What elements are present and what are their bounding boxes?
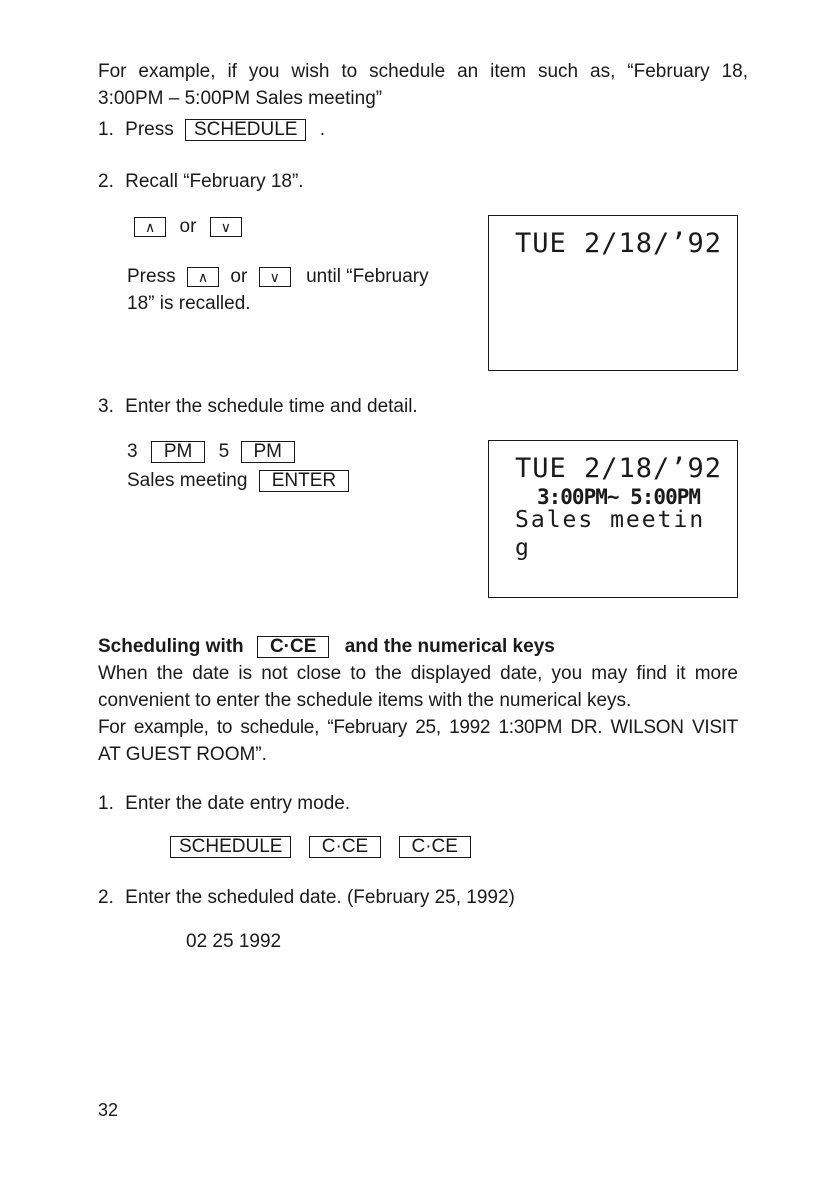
intro-line-1: For example, if you wish to schedule an item such as, “February 18,	[98, 61, 748, 82]
step-text: Enter the scheduled date. (February 25, 1992)	[125, 887, 515, 908]
step-3	[98, 393, 418, 420]
heading-pre: Scheduling with	[98, 636, 244, 657]
page-number: 32	[98, 1100, 119, 1120]
or-word: or	[230, 266, 248, 287]
intro-line-2: 3:00PM – 5:00PM Sales meeting”	[98, 88, 383, 109]
cce-key: C·CE	[399, 836, 471, 858]
step-3-detail	[127, 467, 351, 494]
heading-post: and the numerical keys	[344, 636, 555, 657]
sales-meeting-text: Sales meeting	[127, 470, 248, 491]
date-step-2	[98, 884, 515, 911]
section-heading	[98, 633, 555, 660]
lcd-line-3: Sales meetin	[515, 507, 706, 533]
up-arrow-key: ∧	[134, 217, 166, 237]
schedule-key: SCHEDULE	[185, 119, 306, 141]
schedule-key: SCHEDULE	[170, 836, 291, 858]
step-number: 2.	[98, 171, 114, 192]
section-line-2: convenient to enter the schedule items with the numerical keys.	[98, 690, 632, 711]
date-entry-digits: 02 25 1992	[186, 931, 282, 952]
step-2-keys	[132, 213, 244, 240]
or-word: or	[179, 216, 197, 237]
lcd-line-1: TUE 2/18/’92	[515, 453, 723, 484]
step-number: 2.	[98, 887, 114, 908]
step-number: 1.	[98, 793, 114, 814]
step-number: 1.	[98, 119, 114, 140]
step-text: Press	[125, 119, 174, 140]
step-3-keys	[127, 438, 297, 465]
date-step-1-keys	[168, 833, 473, 860]
press-word: Press	[127, 266, 176, 287]
section-line-4: AT GUEST ROOM”.	[98, 744, 267, 765]
section-paragraph	[98, 660, 738, 768]
lcd-display-2	[488, 440, 738, 598]
pm-key: PM	[151, 441, 206, 463]
down-arrow-key: ∨	[259, 267, 291, 287]
enter-key: ENTER	[259, 470, 349, 492]
step-2	[98, 168, 304, 195]
up-arrow-key: ∧	[187, 267, 219, 287]
step-text: Enter the date entry mode.	[125, 793, 351, 814]
step-2-instruction	[127, 263, 429, 290]
section-line-1: When the date is not close to the displayed date, you may find it more	[98, 663, 738, 684]
pm-key: PM	[241, 441, 296, 463]
cce-key: C·CE	[257, 636, 329, 658]
recalled-text: 18” is recalled.	[127, 293, 251, 314]
intro-paragraph	[98, 58, 748, 112]
step-number: 3.	[98, 396, 114, 417]
down-arrow-key: ∨	[210, 217, 242, 237]
digit-5: 5	[218, 441, 230, 462]
digit-3: 3	[127, 441, 138, 462]
cce-key: C·CE	[309, 836, 381, 858]
lcd-line-2: 3:00PM~ 5:00PM	[537, 485, 701, 509]
until-text: until “February	[306, 266, 429, 287]
lcd-line-1: TUE 2/18/’92	[515, 228, 723, 259]
date-step-1	[98, 790, 350, 817]
lcd-line-4: g	[515, 535, 530, 561]
step-text: Enter the schedule time and detail.	[125, 396, 418, 417]
step-suffix: .	[319, 119, 326, 140]
section-line-3: For example, to schedule, “February 25, 1992 1:30PM DR. WILSON VISIT	[98, 717, 738, 738]
step-text: Recall “February 18”.	[125, 171, 304, 192]
step-1	[98, 116, 325, 143]
lcd-display-1	[488, 215, 738, 371]
